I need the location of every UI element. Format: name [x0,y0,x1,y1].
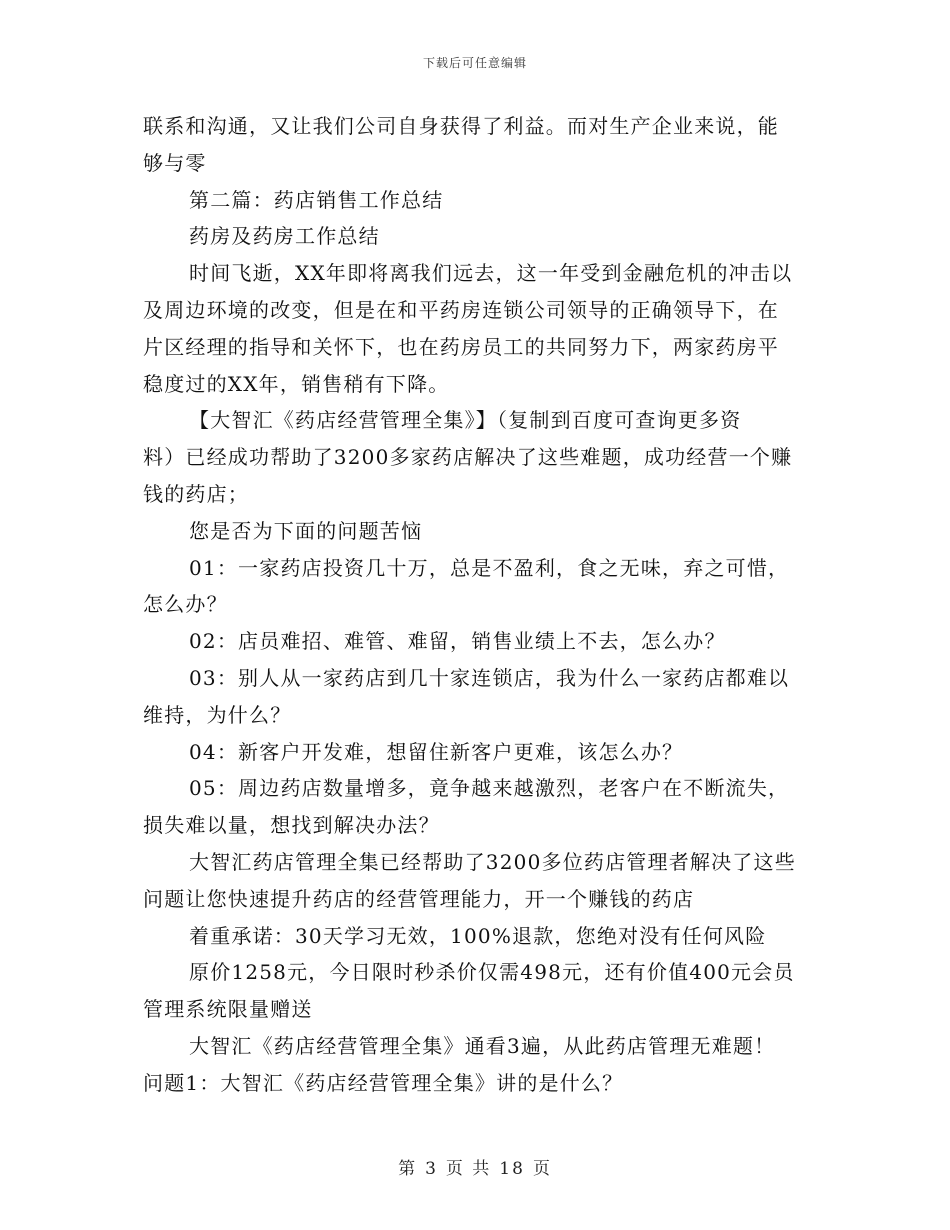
footer-middle: 页 共 [445,1159,492,1179]
text-line: 01：一家药店投资几十万，总是不盈利，食之无味，弃之可惜， [189,555,790,580]
text-line: 【大智汇《药店经营管理全集》】（复制到百度可查询更多资 [189,408,742,433]
text-line: 您是否为下面的问题苦恼 [189,518,423,543]
text-line: 损失难以量，想找到解决办法？ [143,813,440,838]
text-line: 维持，为什么？ [143,702,292,727]
text-line: 02：店员难招、难管、难留，销售业绩上不去，怎么办？ [189,629,726,654]
text-line: 大智汇《药店经营管理全集》通看3遍，从此药店管理无难题！ [189,1033,776,1058]
text-line: 05：周边药店数量增多，竟争越来越激烈，老客户在不断流失， [189,776,790,801]
text-line: 稳度过的XX年，销售稍有下降。 [143,371,450,396]
text-line: 管理系统限量赠送 [143,997,313,1022]
text-line: 及周边环境的改变，但是在和平药房连锁公司领导的正确领导下，在 [143,297,779,322]
text-line: 问题让您快速提升药店的经营管理能力，开一个赚钱的药店 [143,886,695,911]
text-line: 料）已经成功帮助了3200多家药店解决了这些难题，成功经营一个赚 [143,445,793,470]
text-line: 片区经理的指导和关怀下，也在药房员工的共同努力下，两家药房平 [143,334,779,359]
page-header: 下载后可任意编辑 [422,56,527,70]
document-body [143,108,811,1102]
text-line: 问题1：大智汇《药店经营管理全集》讲的是什么？ [143,1070,624,1095]
text-line: 够与零 [143,150,207,175]
footer-suffix: 页 [532,1159,552,1179]
footer-total-pages: 18 [499,1159,525,1179]
text-line: 钱的药店； [143,481,249,506]
text-line: 原价1258元，今日限时秒杀价仅需498元，还有价值400元会员 [189,960,795,985]
text-line: 大智汇药店管理全集已经帮助了3200多位药店管理者解决了这些 [189,849,796,874]
footer-page-number: 3 [425,1159,438,1179]
text-line: 04：新客户开发难，想留住新客户更难，该怎么办？ [189,739,684,764]
text-line: 时间飞逝，XX年即将离我们远去，这一年受到金融危机的冲击以 [189,261,793,286]
page-footer [0,1154,950,1179]
text-line: 03：别人从一家药店到几十家连锁店，我为什么一家药店都难以 [189,665,790,690]
footer-prefix: 第 [398,1159,418,1179]
text-line: 联系和沟通，又让我们公司自身获得了利益。而对生产企业来说，能 [143,114,779,138]
text-line: 着重承诺：30天学习无效，100%退款，您绝对没有任何风险 [189,923,767,948]
text-line: 第二篇：药店销售工作总结 [189,187,444,212]
text-line: 怎么办？ [143,592,228,617]
text-line: 药房及药房工作总结 [189,224,380,249]
